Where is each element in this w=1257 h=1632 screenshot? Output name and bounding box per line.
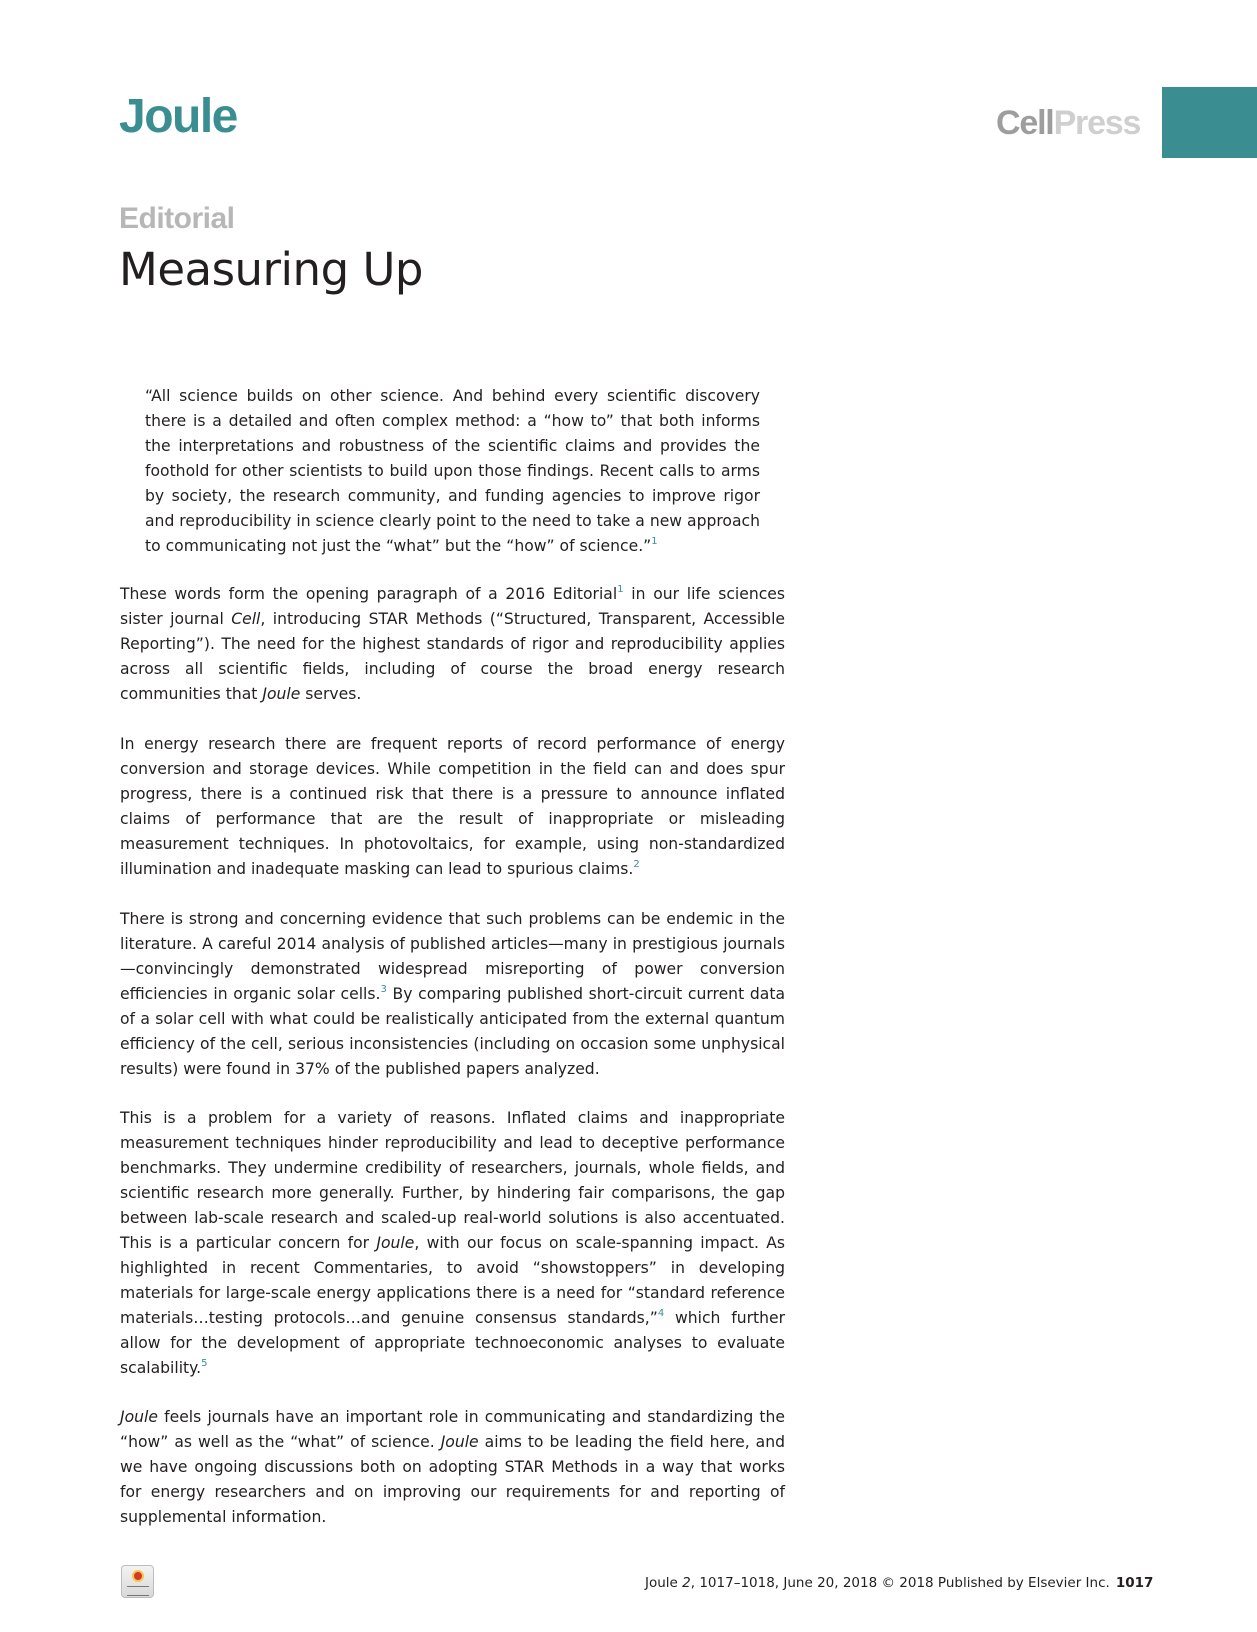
paragraph-1 xyxy=(120,582,785,707)
paragraph-text: There is strong and concerning evidence that such problems can be endemic in the literature. A careful 2014 analysis of published articles—many in prestigious journals—convincingly demonstrated widespread misreporting of power conversion efficiencies in organic solar cells. xyxy=(120,910,785,1003)
paragraph-2 xyxy=(120,732,785,882)
journal-name-italic: Joule xyxy=(120,1408,158,1426)
publisher-logo-part1: Cell xyxy=(996,104,1054,142)
volume-number: 2 xyxy=(682,1575,691,1591)
reference-link[interactable]: 2 xyxy=(633,859,640,870)
paragraph-text: in our life sciences sister journal xyxy=(120,585,785,628)
reference-link[interactable]: 4 xyxy=(657,1308,665,1319)
badge-lines xyxy=(127,1586,149,1596)
paragraph-3 xyxy=(120,907,785,1082)
journal-name-italic: Joule xyxy=(440,1433,479,1451)
page-number: 1017 xyxy=(1115,1575,1154,1591)
bookmark-icon xyxy=(132,1570,144,1582)
publisher-logo xyxy=(996,106,1140,140)
article-title: Measuring Up xyxy=(119,243,423,296)
article-type-label: Editorial xyxy=(119,202,235,235)
footer-citation xyxy=(645,1575,1154,1591)
opening-quote xyxy=(145,384,760,559)
paragraph-text: By comparing published short-circuit current data of a solar cell with what could be realistically anticipated from the external quantum efficiency of the cell, serious inconsistencies (including on occasion some unphysical results) were found in 37% of the published papers analyzed. xyxy=(120,985,785,1078)
paragraph-text: , with our focus on scale-spanning impact. As highlighted in recent Commentaries, to avoid “showstoppers” in developing materials for large-scale energy applications there is a need for “standard reference materials…testing protocols…and genuine consensus standards,” xyxy=(120,1234,786,1327)
quote-text: “All science builds on other science. And behind every scientific discovery there is a detailed and often complex method: a “how to” that both informs the interpretations and robustness of the scientific claims and provides the foothold for other scientists to build upon those findings. Recent calls to arms by society, the research community, and funding agencies to improve rigor and reproducibility in science clearly point to the need to take a new approach to communicating not just the “what” but the “how” of science.” xyxy=(145,387,760,555)
paragraph-5 xyxy=(120,1405,785,1530)
paragraph-text: These words form the opening paragraph of a 2016 Editorial xyxy=(120,585,618,603)
paragraph-text: aims to be leading the field here, and we have ongoing discussions both on adopting STAR Methods in a way that works for energy researchers and on improving our requirements for and reporting of supplemental information. xyxy=(120,1433,785,1526)
journal-name-italic: Cell xyxy=(231,610,261,628)
paragraph-text: , introducing STAR Methods (“Structured, Transparent, Accessible Reporting”). The need for the highest standards of rigor and reproducibility applies across all scientific fields, including of course the broad energy research communities that xyxy=(120,610,785,703)
reference-link[interactable]: 1 xyxy=(651,536,658,547)
publisher-logo-part2: Press xyxy=(1053,104,1141,142)
journal-name-italic: Joule xyxy=(262,685,301,703)
journal-color-tab xyxy=(1162,87,1257,158)
reference-link[interactable]: 3 xyxy=(380,984,387,995)
paragraph-4 xyxy=(120,1106,785,1381)
paragraph-text: In energy research there are frequent reports of record performance of energy conversion and storage devices. While competition in the field can and does spur progress, there is a continued risk that there is a pressure to announce inflated claims of performance that are the result of inappropriate or misleading measurement techniques. In photovoltaics, for example, using non-standardized illumination and inadequate masking can lead to spurious claims. xyxy=(120,735,785,878)
check-for-updates-icon[interactable] xyxy=(121,1565,154,1598)
citation-text: , 1017–1018, June 20, 2018 © 2018 Published by Elsevier Inc. xyxy=(690,1575,1110,1591)
paragraph-text: which further allow for the development of appropriate technoeconomic analyses to evaluate scalability. xyxy=(120,1309,785,1377)
paragraph-text: serves. xyxy=(300,685,362,703)
reference-link[interactable]: 5 xyxy=(201,1358,208,1369)
journal-name-italic: Joule xyxy=(376,1234,415,1252)
journal-logo: Joule xyxy=(119,90,237,143)
paragraph-text: feels journals have an important role in communicating and standardizing the “how” as well as the “what” of science. xyxy=(120,1408,785,1451)
paragraph-text: This is a problem for a variety of reasons. Inflated claims and inappropriate measurement techniques hinder reproducibility and lead to deceptive performance benchmarks. They undermine credibility of researchers, journals, whole fields, and scientific research more generally. Further, by hindering fair comparisons, the gap between lab-scale research and scaled-up real-world solutions is also accentuated. This is a particular concern for xyxy=(120,1109,785,1252)
reference-link[interactable]: 1 xyxy=(617,584,624,595)
citation-text: Joule xyxy=(645,1575,683,1591)
